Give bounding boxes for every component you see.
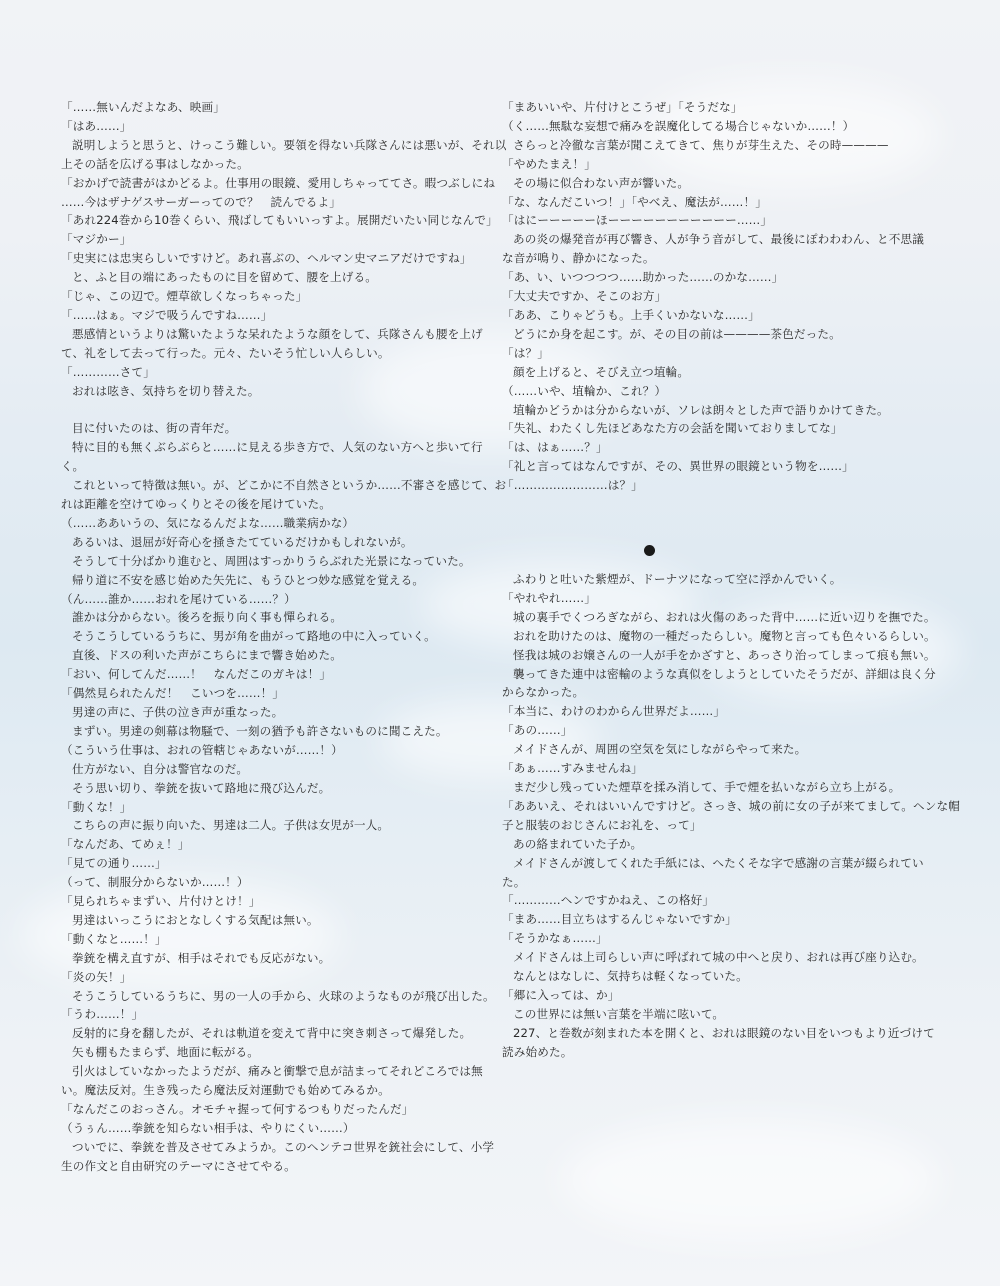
text-line: あの絡まれていた子か。 — [513, 836, 643, 851]
text-line: まずい。男達の剣幕は物騒で、一刻の猶予も許さないものに聞こえた。 — [72, 723, 448, 738]
text-line: 引火はしていなかったようだが、痛みと衝撃で息が詰まってそれどころでは無 — [72, 1064, 483, 1079]
text-line: 「あの……」 — [502, 723, 573, 738]
text-line: （ん……誰か……おれを尾けている……？） — [61, 591, 296, 606]
text-line: 「……………………は？」 — [502, 478, 643, 493]
text-line: どうにか身を起こす。が、その目の前は————茶色だった。 — [513, 326, 841, 341]
text-line: 読み始めた。 — [502, 1044, 573, 1059]
text-line: 「あれ224巻から10巻くらい、飛ばしてもいいっすよ。展開だいたい同じなんで」 — [61, 213, 498, 228]
text-line: 「あ、い、いつつつつ……助かった……のかな……」 — [502, 270, 784, 285]
text-line: これといって特徴は無い。が、どこかに不自然さというか……不審さを感じて、お — [72, 478, 507, 493]
text-line: まだ少し残っていた煙草を揉み消して、手で煙を払いながら立ち上がる。 — [513, 780, 901, 794]
text-line: 怪我は城のお嬢さんの一人が手をかざすと、あっさり治ってしまって痕も無い。 — [513, 647, 936, 662]
text-line: 「…………ヘンですかねえ、この格好」 — [502, 893, 715, 908]
text-line: 直後、ドスの利いた声がこちらにまで響き始めた。 — [72, 648, 342, 663]
text-line: （……ああいうの、気になるんだよな……職業病かな） — [61, 515, 355, 530]
text-line: 悪感情というよりは驚いたような呆れたような顔をして、兵隊さんも腰を上げ — [72, 326, 483, 341]
text-line: た。 — [502, 874, 526, 889]
text-line: そうこうしているうちに、男の一人の手から、火球のようなものが飛び出した。 — [72, 988, 495, 1003]
text-line: そうこうしているうちに、男が角を曲がって路地の中に入っていく。 — [72, 629, 436, 644]
text-line: 「うわ……！」 — [61, 1007, 144, 1022]
text-line: 「動くな！」 — [61, 799, 132, 814]
text-line: 「なんだあ、てめぇ！」 — [61, 837, 190, 852]
text-line: （って、制服分からないか……！） — [61, 875, 249, 890]
text-line: なんとはなしに、気持ちは軽くなっていた。 — [513, 969, 748, 984]
text-line: その場に似合わない声が響いた。 — [513, 175, 690, 190]
text-line: 「はあ……」 — [61, 118, 132, 133]
text-line: 「あぁ……すみませんね」 — [502, 761, 643, 776]
text-line: 「マジかー」 — [61, 232, 132, 247]
text-line: この世界には無い言葉を半端に呟いて。 — [513, 1006, 725, 1021]
text-line: 拳銃を構え直すが、相手はそれでも反応がない。 — [72, 950, 331, 965]
text-line: 子と服装のおじさんにお礼を、って」 — [502, 817, 702, 832]
text-line: さらっと冷徹な言葉が聞こえてきて、焦りが芽生えた、その時———— — [513, 137, 889, 152]
text-line: 「失礼、わたくし先ほどあなた方の会話を聞いておりましてな」 — [502, 421, 843, 436]
text-line: れは距離を空けてゆっくりとその後を尾けていた。 — [61, 497, 331, 512]
text-line: 城の裏手でくつろぎながら、おれは火傷のあった背中……に近い辺りを撫でた。 — [513, 609, 936, 624]
text-line: 「見られちゃまずい、片付けとけ！」 — [61, 894, 261, 909]
text-line: 説明しようと思うと、けっこう難しい。要領を得ない兵隊さんには悪いが、それ以 — [72, 137, 507, 152]
text-line: 埴輪かどうかは分からないが、ソレは朗々とした声で語りかけてきた。 — [513, 402, 889, 417]
text-line: て、礼をして去って行った。元々、たいそう忙しい人らしい。 — [61, 345, 390, 360]
text-line: （うぅん……拳銃を知らない相手は、やりにくい……） — [61, 1120, 355, 1135]
text-line: 「本当に、わけのわからん世界だよ……」 — [502, 704, 726, 719]
text-line: と、ふと目の端にあったものに目を留めて、腰を上げる。 — [72, 270, 377, 285]
text-line: 男達はいっこうにおとなしくする気配は無い。 — [72, 912, 319, 927]
text-line: 「…………さて」 — [61, 364, 155, 379]
text-line: （……いや、埴輪か、これ？） — [502, 383, 667, 398]
text-line: おれを助けたのは、魔物の一種だったらしい。魔物と言っても色々いるらしい。 — [513, 628, 936, 643]
text-line: 「な、なんだこいつ！」「やべえ、魔法が……！」 — [502, 194, 768, 209]
text-line: あるいは、退屈が好奇心を掻きたてているだけかもしれないが。 — [72, 534, 413, 549]
text-line: 「偶然見られたんだ！ こいつを……！」 — [61, 686, 285, 701]
text-line: 「……はぁ。マジで吸うんですね……」 — [61, 307, 273, 322]
text-line: 「は？」 — [502, 345, 549, 360]
cloud-decoration — [560, 1120, 940, 1240]
text-line: 誰かは分からない。後ろを振り向く事も憚られる。 — [72, 610, 343, 625]
text-line: ……今はザナゲスサーガーってので？ 読んでるよ」 — [61, 194, 341, 209]
text-line: い。魔法反対。生き残ったら魔法反対運動でも始めてみるか。 — [61, 1083, 390, 1098]
text-line: あの炎の爆発音が再び響き、人が争う音がして、最後にぽわわわん、と不思議 — [513, 232, 925, 247]
text-line: メイドさんは上司らしい声に呼ばれて城の中へと戻り、おれは再び座り込む。 — [513, 950, 924, 965]
text-line: 「まあいいや、片付けとこうぜ」「そうだな」 — [502, 100, 743, 114]
text-line: （こういう仕事は、おれの管轄じゃあないが……！） — [61, 742, 343, 757]
right-text-column — [502, 98, 961, 1062]
text-line: 男達の声に、子供の泣き声が重なった。 — [72, 704, 284, 719]
text-line: 「……無いんだよなあ、映画」 — [61, 100, 225, 114]
text-line: 反射的に身を翻したが、それは軌道を変えて背中に突き刺さって爆発した。 — [72, 1026, 472, 1041]
text-line: 「そうかなぁ……」 — [502, 931, 608, 946]
text-line: 「ああ、こりゃどうも。上手くいかないな……」 — [502, 307, 760, 322]
text-line: 「じゃ、この辺で。煙草欲しくなっちゃった」 — [61, 289, 308, 304]
text-line: 「はにーーーーーほーーーーーーーーーーー……」 — [502, 213, 773, 228]
text-line: 「史実には忠実らしいですけど。あれ喜ぶの、ヘルマン史マニアだけですね」 — [61, 251, 472, 266]
text-line: 生の作文と自由研究のテーマにさせてやる。 — [61, 1158, 296, 1173]
text-line: ふわりと吐いた紫煙が、ドーナツになって空に浮かんでいく。 — [513, 572, 842, 587]
section-break-dot — [644, 545, 655, 556]
text-line: 「見ての通り……」 — [61, 856, 167, 871]
text-line: 目に付いたのは、街の青年だ。 — [72, 421, 237, 436]
text-line: そう思い切り、拳銃を抜いて路地に飛び込んだ。 — [72, 780, 331, 795]
text-line: メイドさんが、周囲の空気を気にしながらやって来た。 — [513, 742, 807, 757]
text-line: 「礼と言ってはなんですが、その、異世界の眼鏡という物を……」 — [502, 459, 854, 474]
text-line: 上その話を広げる事はしなかった。 — [61, 156, 249, 171]
text-line: 仕方がない、自分は警官なのだ。 — [72, 761, 249, 776]
text-line: 特に目的も無くぶらぶらと……に見える歩き方で、人気のない方へと歩いて行 — [72, 440, 483, 455]
text-line: 「まあ……目立ちはするんじゃないですか」 — [502, 912, 737, 927]
text-line: 「おかげで読書がはかどるよ。仕事用の眼鏡、愛用しちゃっててさ。暇つぶしにね — [61, 175, 496, 190]
text-line: 「炎の矢！」 — [61, 969, 132, 984]
text-line: （く……無駄な妄想で痛みを誤魔化してる場合じゃないか……！） — [502, 118, 855, 133]
section-break-spacer — [502, 495, 920, 570]
left-text-column — [61, 98, 507, 1176]
text-line: く。 — [61, 459, 85, 474]
text-line: 「やめたまえ！」 — [502, 156, 596, 171]
text-line: そうして十分ばかり進むと、周囲はすっかりうらぶれた光景になっていた。 — [72, 553, 471, 568]
text-line: 「大丈夫ですか、そこのお方」 — [502, 289, 667, 304]
text-line: 顔を上げると、そびえ立つ埴輪。 — [513, 364, 690, 379]
text-line: からなかった。 — [502, 685, 585, 700]
text-line: 「は、はぁ……？」 — [502, 440, 608, 455]
text-line: ついでに、拳銃を普及させてみようか。このヘンテコ世界を銃社会にして、小学 — [72, 1139, 495, 1154]
text-line: 「郷に入っては、か」 — [502, 987, 620, 1002]
text-line: 「やれやれ……」 — [502, 590, 596, 605]
text-line: 帰り道に不安を感じ始めた矢先に、もうひとつ妙な感覚を覚える。 — [72, 572, 425, 587]
text-line: 「なんだこのおっさん。オモチャ握って何するつもりだったんだ」 — [61, 1102, 414, 1117]
text-line: こちらの声に振り向いた、男達は二人。子供は女児が一人。 — [72, 818, 390, 833]
text-line: 襲ってきた連中は密輸のような真似をしようとしていたそうだが、詳細は良く分 — [513, 666, 936, 681]
text-line: な音が鳴り、静かになった。 — [502, 251, 655, 266]
text-line: 227、と巻数が刻まれた本を開くと、おれは眼鏡のない目をいつもより近づけて — [513, 1025, 935, 1040]
text-line: 「動くなと……！」 — [61, 931, 167, 946]
text-line: 矢も棚もたまらず、地面に転がる。 — [72, 1045, 259, 1060]
text-line: 「ああいえ、それはいいんですけど。さっき、城の前に女の子が来てまして。ヘンな帽 — [502, 798, 961, 813]
blank-line — [61, 401, 479, 420]
text-line: 「おい、何してんだ……！ なんだこのガキは！」 — [61, 667, 332, 682]
text-line: おれは呟き、気持ちを切り替えた。 — [72, 383, 260, 398]
text-line: メイドさんが渡してくれた手紙には、へたくそな字で感謝の言葉が綴られてい — [513, 855, 924, 870]
